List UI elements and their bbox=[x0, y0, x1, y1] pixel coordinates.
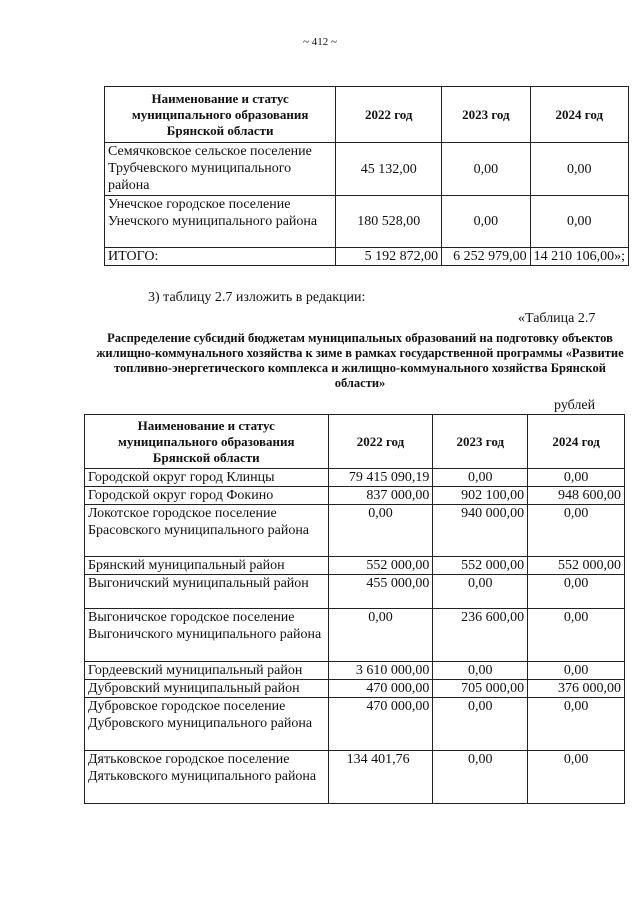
table-row bbox=[85, 662, 625, 680]
t2-r8-2022: 470 000,00 bbox=[328, 698, 433, 751]
t2-r5-2022: 0,00 bbox=[328, 609, 433, 662]
table-row bbox=[85, 557, 625, 575]
table-row bbox=[85, 751, 625, 804]
table-label: «Таблица 2.7 bbox=[518, 311, 596, 326]
t1-r1-2023: 0,00 bbox=[442, 196, 530, 248]
t2-r0-2022: 79 415 090,19 bbox=[328, 469, 433, 487]
table-1-header-row bbox=[105, 87, 629, 143]
table-row bbox=[85, 487, 625, 505]
t1-total-label: ИТОГО: bbox=[105, 248, 336, 266]
t1-r1-2022: 180 528,00 bbox=[336, 196, 442, 248]
t2-r2-2023: 940 000,00 bbox=[433, 505, 528, 557]
t1-r1-name: Унечское городское поселение Унечского муниципального района bbox=[105, 196, 336, 248]
t2-r6-2024: 0,00 bbox=[528, 662, 625, 680]
t2-r3-2022: 552 000,00 bbox=[328, 557, 433, 575]
t2-r6-2023: 0,00 bbox=[433, 662, 528, 680]
t1-header-2024: 2024 год bbox=[530, 87, 628, 143]
table-1 bbox=[104, 86, 629, 266]
unit-label: рублей bbox=[554, 398, 596, 413]
t2-header-2024: 2024 год bbox=[528, 415, 625, 469]
t2-r7-2023: 705 000,00 bbox=[433, 680, 528, 698]
table-row bbox=[85, 609, 625, 662]
t2-r2-2022: 0,00 bbox=[328, 505, 433, 557]
t1-total-2024: 14 210 106,00»; bbox=[530, 248, 628, 266]
table-row bbox=[105, 196, 629, 248]
t2-header-name: Наименование и статус муниципального образования Брянской области bbox=[85, 415, 329, 469]
t2-r6-name: Гордеевский муниципальный район bbox=[85, 662, 329, 680]
t1-total-2022: 5 192 872,00 bbox=[336, 248, 442, 266]
t2-r0-2024: 0,00 bbox=[528, 469, 625, 487]
t2-r4-name: Выгоничский муниципальный район bbox=[85, 575, 329, 609]
t2-r6-2022: 3 610 000,00 bbox=[328, 662, 433, 680]
t1-header-name: Наименование и статус муниципального образования Брянской области bbox=[105, 87, 336, 143]
t1-r0-2023: 0,00 bbox=[442, 143, 530, 196]
table-row bbox=[85, 575, 625, 609]
table-heading: Распределение субсидий бюджетам муниципальных образований на подготовку объектов жилищно-коммунального хозяйства к зиме в рамках государственной программы «Развитие топливно-энергетического комплекса и жилищно-коммунального хозяйства Брянской области» bbox=[96, 331, 624, 390]
t1-r1-2024: 0,00 bbox=[530, 196, 628, 248]
page-number: ~ 412 ~ bbox=[303, 36, 337, 48]
t2-r4-2023: 0,00 bbox=[433, 575, 528, 609]
t1-r0-2024: 0,00 bbox=[530, 143, 628, 196]
t2-r4-2022: 455 000,00 bbox=[328, 575, 433, 609]
t2-r7-name: Дубровский муниципальный район bbox=[85, 680, 329, 698]
table-row bbox=[85, 469, 625, 487]
table-row bbox=[105, 143, 629, 196]
t2-header-2022: 2022 год bbox=[328, 415, 433, 469]
t1-r0-2022: 45 132,00 bbox=[336, 143, 442, 196]
t2-header-2023: 2023 год bbox=[433, 415, 528, 469]
table-2 bbox=[84, 414, 625, 804]
t2-r9-name: Дятьковское городское поселение Дятьковского муниципального района bbox=[85, 751, 329, 804]
t2-r8-2023: 0,00 bbox=[433, 698, 528, 751]
t2-r1-2022: 837 000,00 bbox=[328, 487, 433, 505]
table-row bbox=[85, 680, 625, 698]
t2-r4-2024: 0,00 bbox=[528, 575, 625, 609]
t2-r0-2023: 0,00 bbox=[433, 469, 528, 487]
t2-r3-2024: 552 000,00 bbox=[528, 557, 625, 575]
t2-r1-name: Городской округ город Фокино bbox=[85, 487, 329, 505]
t2-r5-2023: 236 600,00 bbox=[433, 609, 528, 662]
t2-r8-2024: 0,00 bbox=[528, 698, 625, 751]
t2-r3-name: Брянский муниципальный район bbox=[85, 557, 329, 575]
t2-r3-2023: 552 000,00 bbox=[433, 557, 528, 575]
t2-r5-2024: 0,00 bbox=[528, 609, 625, 662]
table-row bbox=[85, 698, 625, 751]
t2-r8-name: Дубровское городское поселение Дубровского муниципального района bbox=[85, 698, 329, 751]
table-total-row bbox=[105, 248, 629, 266]
t2-r7-2024: 376 000,00 bbox=[528, 680, 625, 698]
t2-r5-name: Выгоничское городское поселение Выгоничского муниципального района bbox=[85, 609, 329, 662]
t2-r1-2023: 902 100,00 bbox=[433, 487, 528, 505]
t2-r0-name: Городской округ город Клинцы bbox=[85, 469, 329, 487]
t2-r2-2024: 0,00 bbox=[528, 505, 625, 557]
t2-r9-2024: 0,00 bbox=[528, 751, 625, 804]
t1-header-2022: 2022 год bbox=[336, 87, 442, 143]
t2-r9-2022: 134 401,76 bbox=[328, 751, 433, 804]
t1-r0-name: Семячковское сельское поселение Трубчевского муниципального района bbox=[105, 143, 336, 196]
t1-header-2023: 2023 год bbox=[442, 87, 530, 143]
instruction-text: 3) таблицу 2.7 изложить в редакции: bbox=[148, 290, 366, 305]
t2-r9-2023: 0,00 bbox=[433, 751, 528, 804]
t2-r1-2024: 948 600,00 bbox=[528, 487, 625, 505]
t1-total-2023: 6 252 979,00 bbox=[442, 248, 530, 266]
t2-r7-2022: 470 000,00 bbox=[328, 680, 433, 698]
t2-r2-name: Локотское городское поселение Брасовского муниципального района bbox=[85, 505, 329, 557]
table-row bbox=[85, 505, 625, 557]
table-2-header-row bbox=[85, 415, 625, 469]
